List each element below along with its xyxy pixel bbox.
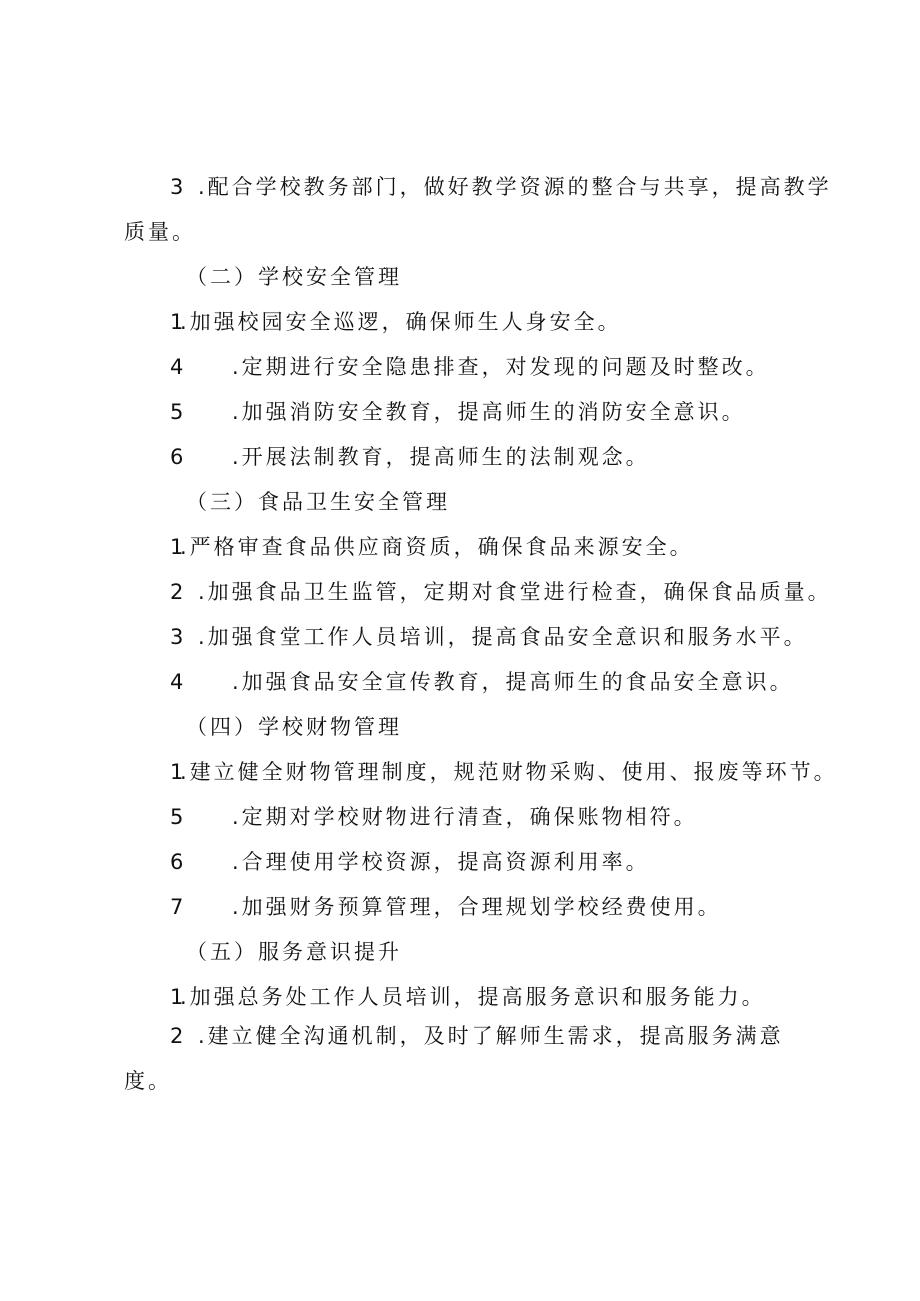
section-heading-4: （四）学校财物管理	[186, 715, 402, 739]
list-item	[170, 622, 808, 652]
item-text: .开展法制教育，提高师生的法制观念。	[232, 445, 650, 469]
item-text: .加强消防安全教育，提高师生的消防安全意识。	[232, 400, 746, 424]
section-heading-3: （三）食品卫生安全管理	[186, 490, 450, 514]
list-item	[170, 397, 746, 427]
list-item	[170, 802, 698, 832]
list-item	[170, 892, 722, 922]
item-text-continued: 度。	[124, 1069, 172, 1093]
item-text: .加强食堂工作人员培训，提高食品安全意识和服务水平。	[198, 625, 808, 649]
item-text: .定期进行安全隐患排查，对发现的问题及时整改。	[232, 355, 770, 379]
item-text: .建立健全财物管理制度，规范财物采购、使用、报废等环节。	[180, 760, 838, 784]
item-text: .加强总务处工作人员培训，提高服务意识和服务能力。	[180, 985, 766, 1009]
item-text: .合理使用学校资源，提高资源利用率。	[232, 850, 650, 874]
list-item	[170, 442, 650, 472]
section-heading-5: （五）服务意识提升	[186, 940, 402, 964]
item-number: 2	[170, 1024, 184, 1048]
list-item	[170, 577, 832, 607]
item-text: .配合学校教务部门，做好教学资源的整合与共享，提高教学	[198, 175, 832, 199]
item-number: 5	[170, 805, 184, 829]
paragraph-item-3	[170, 172, 832, 202]
list-item	[170, 982, 766, 1012]
section-heading-2: （二）学校安全管理	[186, 265, 402, 289]
paragraph-continuation	[124, 217, 196, 247]
item-text: .加强食品卫生监管，定期对食堂进行检查，确保食品质量。	[198, 580, 832, 604]
item-number: 2	[170, 580, 184, 604]
list-item	[170, 847, 650, 877]
item-number: 7	[170, 895, 184, 919]
item-number: 5	[170, 400, 184, 424]
item-text: .加强校园安全巡逻，确保师生人身安全。	[180, 310, 622, 334]
item-text-continued: 质量。	[124, 220, 196, 244]
item-text: .严格审查食品供应商资质，确保食品来源安全。	[180, 535, 694, 559]
item-number: 3	[170, 175, 184, 199]
item-text: .加强财务预算管理，合理规划学校经费使用。	[232, 895, 722, 919]
list-item	[170, 532, 694, 562]
list-item	[170, 1021, 784, 1051]
item-number: 1	[170, 985, 184, 1009]
paragraph-continuation	[124, 1066, 172, 1096]
item-number: 4	[170, 670, 184, 694]
item-number: 1	[170, 535, 184, 559]
item-number: 1	[170, 310, 184, 334]
item-number: 1	[170, 760, 184, 784]
item-number: 6	[170, 445, 184, 469]
item-number: 6	[170, 850, 184, 874]
item-text: .定期对学校财物进行清查，确保账物相符。	[232, 805, 698, 829]
list-item	[170, 352, 770, 382]
item-text: .建立健全沟通机制，及时了解师生需求，提高服务满意	[198, 1024, 784, 1048]
list-item	[170, 307, 622, 337]
item-number: 3	[170, 625, 184, 649]
item-number: 4	[170, 355, 184, 379]
item-text: .加强食品安全宣传教育，提高师生的食品安全意识。	[232, 670, 794, 694]
list-item	[170, 667, 794, 697]
list-item	[170, 757, 838, 787]
